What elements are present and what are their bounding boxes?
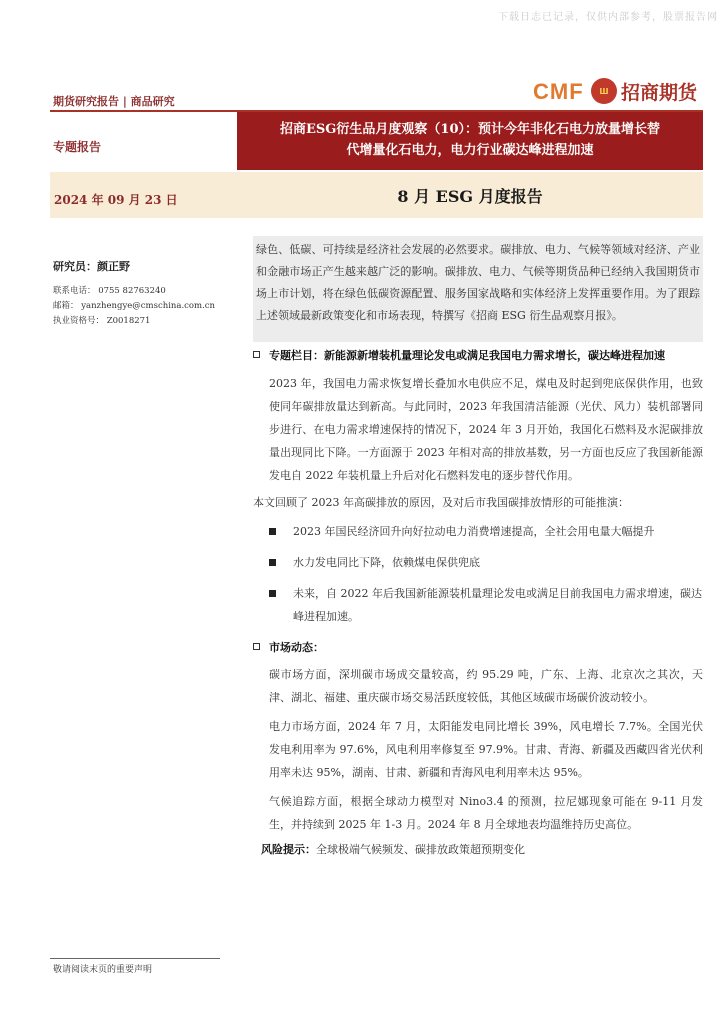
topic-label: 专题报告 <box>53 140 102 154</box>
bullet-item <box>253 551 703 574</box>
bullet-text: 未来，自 2022 年后我国新能源装机量理论发电或满足目前我国电力需求增速，碳达峰进程加速。 <box>293 587 702 623</box>
report-type: 期货研究报告 | 商品研究 <box>53 95 175 108</box>
section1-para2: 本文回顾了 2023 年高碳排放的原因，及对后市我国碳排放情形的可能推演： <box>253 496 629 509</box>
section2-para2: 电力市场方面，2024 年 7 月，太阳能发电同比增长 39%，风电增长 7.7%。全国光伏发电利用率为 97.6%，风电利用率修复至 97.9%。甘肃、青海、新疆及西藏四省光伏利用率未达 95%，湖南、甘肃、新疆和青海风电利用率未达 95%。 <box>269 720 703 779</box>
report-subtitle: 8 月 ESG 月度报告 <box>397 187 543 206</box>
bullet-square-icon <box>269 559 276 566</box>
bullet-square-icon <box>269 528 276 535</box>
report-date: 2024 年 09 月 23 日 <box>54 193 178 207</box>
bullet-text: 水力发电同比下降，依赖煤电保供兜底 <box>293 556 480 569</box>
risk-label: 风险提示： <box>261 843 316 856</box>
watermark: 下载日志已记录，仅供内部参考，股票报告网 <box>498 12 718 23</box>
bullet-text: 2023 年国民经济回升向好拉动电力消费增速提高，全社会用电量大幅提升 <box>293 525 655 538</box>
section-heading-topic <box>253 346 703 365</box>
cmf-logo <box>533 76 703 110</box>
section-heading-market <box>253 638 703 657</box>
bullet-item <box>253 520 703 543</box>
risk-warning <box>253 840 703 860</box>
section2-heading: 市场动态： <box>269 641 324 654</box>
bullet-square-icon <box>269 590 276 597</box>
footer-disclaimer: 敬请阅读末页的重要声明 <box>53 965 153 975</box>
section1-para1: 2023 年，我国电力需求恢复增长叠加水电供应不足，煤电及时起到兜底保供作用，也致使同年碳排放量达到新高。与此同时，2023 年我国清洁能源（光伏、风力）装机部署同步进行、在电力需求增速保持的情况下，2024 年 3 月开始，我国化石燃料及水泥碳排放量出现同比下降。一方面源于 2023 年相对高的排放基数，另一方面也反应了我国新能源发电自 2022 年装机量上升后对化石燃料发电的逐步替代作用。 <box>269 377 703 482</box>
logo-badge-icon: ш <box>591 78 617 104</box>
title-line-1: 招商ESG衍生品月度观察（10）：预计今年非化石电力放量增长替 <box>280 122 660 137</box>
checkbox-square-icon <box>253 643 260 650</box>
summary-box: 绿色、低碳、可持续是经济社会发展的必然要求。碳排放、电力、气候等领域对经济、产业和金融市场正产生越来越广泛的影响。碳排放、电力、气候等期货品种已经纳入我国期货市场上市计划，将在绿色低碳资源配置、服务国家战略和实体经济上发挥重要作用。为了跟踪上述领域最新政策变化和市场表现，特撰写《招商 ESG 衍生品观察月报》。 <box>253 236 703 342</box>
researcher-name: 研究员：颜正野 <box>53 260 130 273</box>
main-content <box>253 346 703 860</box>
risk-text: 全球极端气候频发、碳排放政策超预期变化 <box>316 843 525 856</box>
researcher-email: 邮箱： yanzhengye@cmschina.com.cn <box>53 301 216 311</box>
section2-para3: 气候追踪方面，根据全球动力模型对 Nino3.4 的预测，拉尼娜现象可能在 9-11 月发生，并持续到 2025 年 1-3 月。2024 年 8 月全球地表均温维持历史高位。 <box>269 795 703 831</box>
title-line-2: 代增量化石电力，电力行业碳达峰进程加速 <box>346 143 594 158</box>
researcher-info <box>53 258 233 329</box>
researcher-license: 执业资格号： Z0018271 <box>53 316 151 326</box>
section2-para1: 碳市场方面，深圳碳市场成交量较高，约 95.29 吨，广东、上海、北京次之其次，天津、湖北、福建、重庆碳市场交易活跃度较低，其他区域碳市场碳价波动较小。 <box>269 668 703 704</box>
bullet-item <box>253 582 703 628</box>
logo-cn: 招商期货 <box>621 82 698 104</box>
logo-en: CMF <box>533 79 584 104</box>
footer-rule <box>50 958 220 959</box>
checkbox-square-icon <box>253 351 260 358</box>
date-band <box>50 172 703 218</box>
researcher-phone: 联系电话： 0755 82763240 <box>53 286 166 296</box>
section1-heading: 专题栏目：新能源新增装机量理论发电或满足我国电力需求增长，碳达峰进程加速 <box>269 349 665 362</box>
report-title <box>237 112 703 170</box>
